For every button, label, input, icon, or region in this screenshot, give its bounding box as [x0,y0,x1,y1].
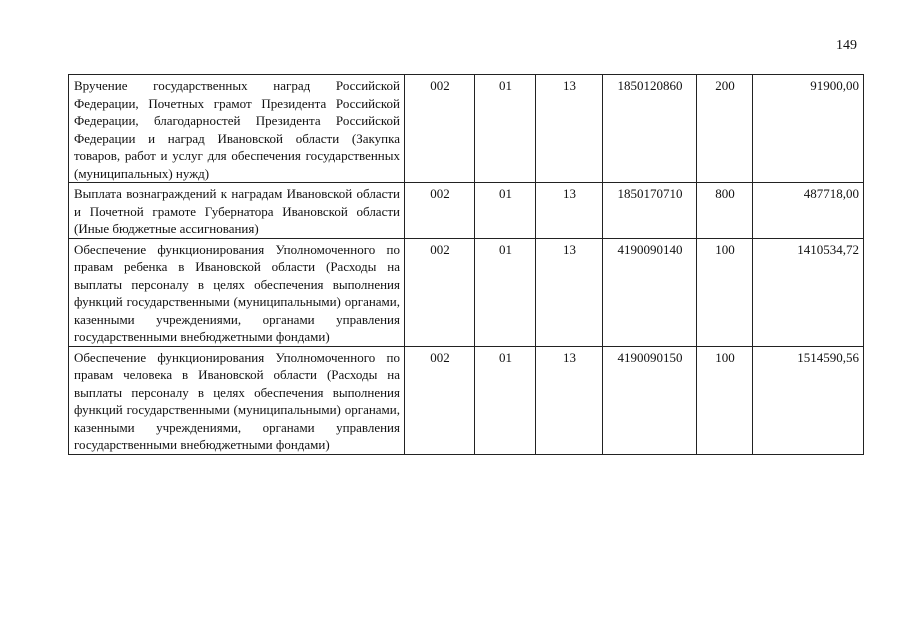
expense-type-code: 100 [697,238,753,346]
budget-table [68,74,864,455]
ministry-code: 002 [405,75,475,183]
expense-type-code: 100 [697,346,753,454]
amount: 487718,00 [753,183,864,239]
subsection-code: 13 [536,346,603,454]
row-description: Вручение государственных наград Российской Федерации, Почетных грамот Президента Российской Федерации, благодарностей Президента Российской Федерации и наград Ивановской области (Закупка товаров, работ и услуг для обеспечения государственных (муниципальных) нужд) [69,75,405,183]
target-article-code: 4190090140 [603,238,697,346]
row-description: Обеспечение функционирования Уполномоченного по правам человека в Ивановской области (Расходы на выплаты персоналу в целях обеспечения выполнения функций государственными (муниципальными) органами, казенными учреждениями, органами управления государственными внебюджетными фондами) [69,346,405,454]
table-row [69,183,864,239]
amount: 1514590,56 [753,346,864,454]
expense-type-code: 800 [697,183,753,239]
section-code: 01 [475,346,536,454]
section-code: 01 [475,238,536,346]
ministry-code: 002 [405,183,475,239]
amount: 91900,00 [753,75,864,183]
subsection-code: 13 [536,183,603,239]
amount: 1410534,72 [753,238,864,346]
row-description: Выплата вознаграждений к наградам Ивановской области и Почетной грамоте Губернатора Ивановской области (Иные бюджетные ассигнования) [69,183,405,239]
page-number: 149 [836,38,857,53]
section-code: 01 [475,75,536,183]
table-row [69,346,864,454]
row-description: Обеспечение функционирования Уполномоченного по правам ребенка в Ивановской области (Расходы на выплаты персоналу в целях обеспечения выполнения функций государственными (муниципальными) органами, казенными учреждениями, органами управления государственными внебюджетными фондами) [69,238,405,346]
target-article-code: 1850120860 [603,75,697,183]
target-article-code: 1850170710 [603,183,697,239]
target-article-code: 4190090150 [603,346,697,454]
subsection-code: 13 [536,75,603,183]
subsection-code: 13 [536,238,603,346]
table-row [69,75,864,183]
ministry-code: 002 [405,238,475,346]
section-code: 01 [475,183,536,239]
ministry-code: 002 [405,346,475,454]
table-row [69,238,864,346]
expense-type-code: 200 [697,75,753,183]
